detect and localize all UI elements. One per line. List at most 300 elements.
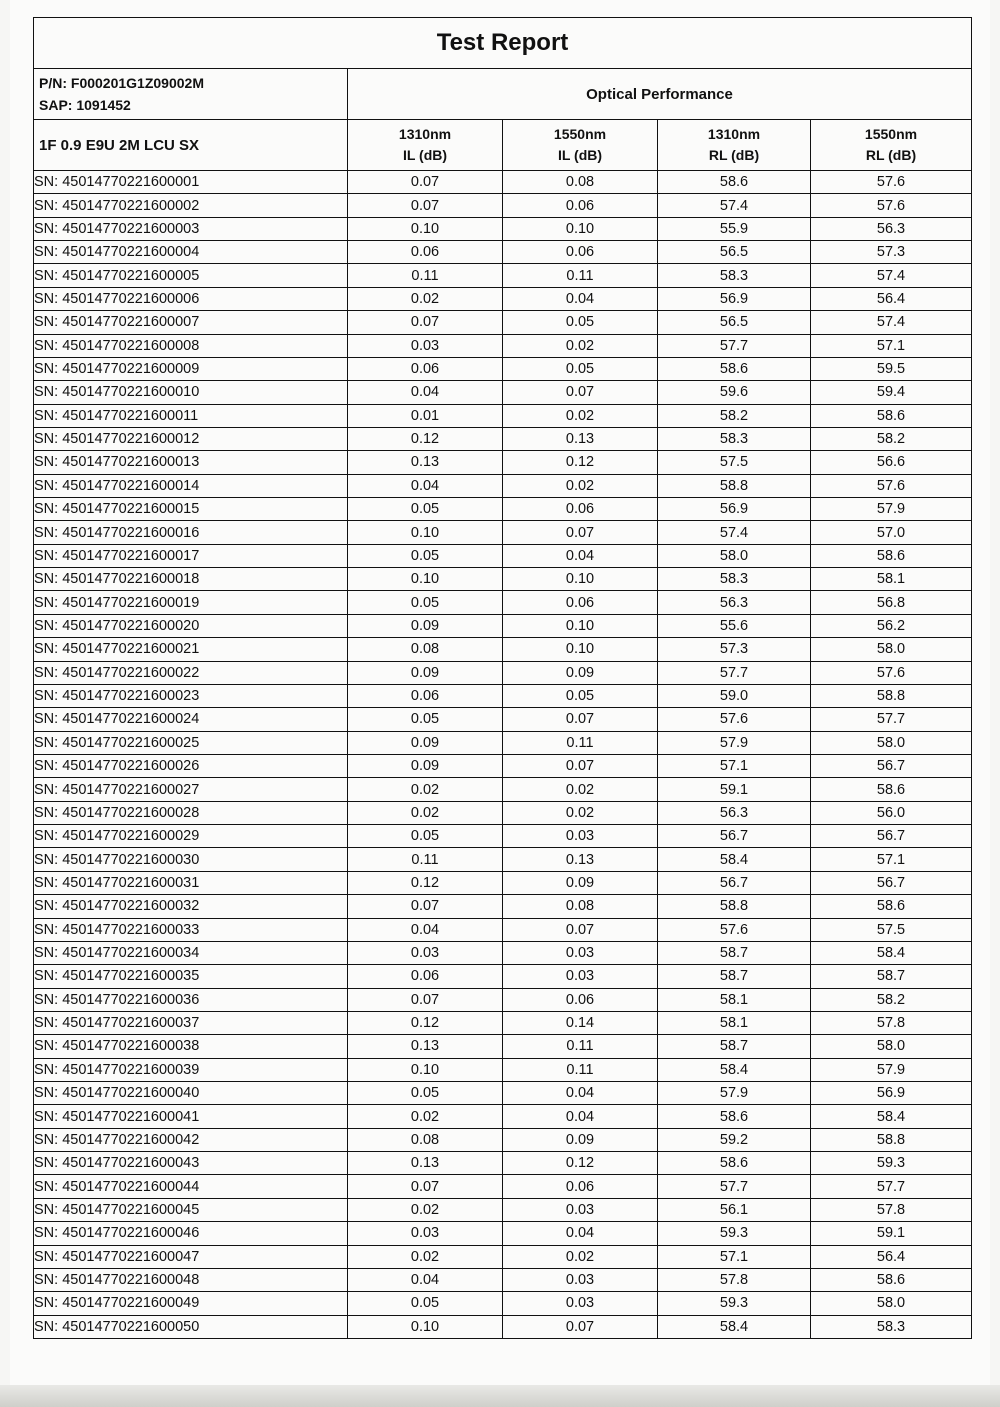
col-header-il-1550: 1550nm IL (dB) [503,120,658,171]
value-cell-il1310: 0.09 [348,754,503,777]
value-cell-il1550: 0.02 [503,801,658,824]
value-cell-rl1310: 57.1 [658,754,811,777]
value-cell-il1310: 0.09 [348,731,503,754]
value-cell-rl1550: 56.7 [811,754,972,777]
table-row [34,381,972,404]
value-cell-il1310: 0.06 [348,684,503,707]
value-cell-rl1550: 58.2 [811,988,972,1011]
value-cell-rl1550: 56.7 [811,871,972,894]
table-row [34,1152,972,1175]
value-cell-il1310: 0.02 [348,287,503,310]
value-cell-il1310: 0.06 [348,965,503,988]
value-cell-rl1550: 59.3 [811,1152,972,1175]
table-row [34,1035,972,1058]
value-cell-rl1550: 57.8 [811,1011,972,1034]
value-cell-il1550: 0.06 [503,498,658,521]
table-row [34,708,972,731]
value-cell-rl1550: 58.6 [811,544,972,567]
value-cell-il1310: 0.05 [348,544,503,567]
serial-number-cell: SN: 45014770221600009 [34,357,348,380]
serial-number-cell: SN: 45014770221600044 [34,1175,348,1198]
value-cell-rl1550: 58.6 [811,404,972,427]
value-cell-il1550: 0.07 [503,918,658,941]
value-cell-rl1550: 56.9 [811,1082,972,1105]
serial-number-cell: SN: 45014770221600003 [34,217,348,240]
value-cell-il1310: 0.10 [348,568,503,591]
value-cell-rl1310: 57.9 [658,1082,811,1105]
value-cell-rl1550: 58.1 [811,568,972,591]
table-row [34,1128,972,1151]
table-row [34,1222,972,1245]
value-cell-rl1310: 58.1 [658,1011,811,1034]
table-row [34,1105,972,1128]
table-row [34,918,972,941]
value-cell-rl1550: 57.6 [811,661,972,684]
value-cell-rl1550: 58.0 [811,731,972,754]
value-cell-il1550: 0.10 [503,614,658,637]
serial-number-cell: SN: 45014770221600027 [34,778,348,801]
serial-number-cell: SN: 45014770221600049 [34,1292,348,1315]
serial-number-cell: SN: 45014770221600030 [34,848,348,871]
table-row [34,895,972,918]
value-cell-il1550: 0.04 [503,544,658,567]
value-cell-rl1310: 59.2 [658,1128,811,1151]
value-cell-rl1310: 58.6 [658,171,811,194]
table-row [34,171,972,194]
value-cell-il1550: 0.02 [503,1245,658,1268]
table-row [34,1315,972,1338]
value-cell-il1310: 0.02 [348,801,503,824]
table-row [34,311,972,334]
table-row [34,241,972,264]
value-cell-rl1310: 58.8 [658,895,811,918]
table-row [34,1245,972,1268]
value-cell-il1550: 0.14 [503,1011,658,1034]
value-cell-il1550: 0.05 [503,684,658,707]
value-cell-rl1550: 59.1 [811,1222,972,1245]
value-cell-rl1550: 58.0 [811,1292,972,1315]
value-cell-rl1310: 59.0 [658,684,811,707]
value-cell-rl1310: 55.9 [658,217,811,240]
value-cell-il1550: 0.13 [503,427,658,450]
value-cell-rl1310: 57.8 [658,1268,811,1291]
serial-number-cell: SN: 45014770221600045 [34,1198,348,1221]
serial-number-cell: SN: 45014770221600002 [34,194,348,217]
value-cell-il1550: 0.11 [503,731,658,754]
table-row [34,1058,972,1081]
serial-number-cell: SN: 45014770221600037 [34,1011,348,1034]
table-row [34,194,972,217]
value-cell-il1310: 0.13 [348,1152,503,1175]
table-row [34,638,972,661]
value-cell-rl1550: 58.6 [811,778,972,801]
value-cell-rl1550: 56.7 [811,825,972,848]
serial-number-cell: SN: 45014770221600035 [34,965,348,988]
value-cell-rl1310: 58.6 [658,1105,811,1128]
serial-number-cell: SN: 45014770221600025 [34,731,348,754]
value-cell-rl1310: 58.4 [658,1315,811,1338]
value-cell-il1310: 0.06 [348,241,503,264]
value-cell-rl1550: 57.4 [811,311,972,334]
value-cell-rl1310: 56.3 [658,591,811,614]
value-cell-il1550: 0.05 [503,311,658,334]
table-row [34,988,972,1011]
value-cell-il1550: 0.07 [503,521,658,544]
table-row [34,334,972,357]
value-cell-rl1310: 56.3 [658,801,811,824]
table-row [34,848,972,871]
value-cell-il1550: 0.10 [503,638,658,661]
serial-number-cell: SN: 45014770221600046 [34,1222,348,1245]
value-cell-rl1310: 57.4 [658,194,811,217]
value-cell-rl1310: 57.4 [658,521,811,544]
value-cell-il1550: 0.02 [503,334,658,357]
value-cell-rl1550: 57.0 [811,521,972,544]
table-row [34,778,972,801]
serial-number-cell: SN: 45014770221600010 [34,381,348,404]
serial-number-cell: SN: 45014770221600048 [34,1268,348,1291]
value-cell-il1550: 0.03 [503,1198,658,1221]
value-cell-il1310: 0.10 [348,217,503,240]
col-header-rl-1310: 1310nm RL (dB) [658,120,811,171]
value-cell-rl1310: 58.2 [658,404,811,427]
table-row [34,1082,972,1105]
value-cell-rl1310: 59.3 [658,1222,811,1245]
value-cell-il1310: 0.13 [348,1035,503,1058]
value-cell-il1550: 0.10 [503,217,658,240]
value-cell-rl1310: 56.7 [658,825,811,848]
value-cell-il1310: 0.07 [348,1175,503,1198]
value-cell-rl1550: 59.4 [811,381,972,404]
value-cell-rl1310: 59.3 [658,1292,811,1315]
table-row [34,1011,972,1034]
serial-number-cell: SN: 45014770221600014 [34,474,348,497]
value-cell-il1550: 0.09 [503,661,658,684]
value-cell-il1550: 0.11 [503,1058,658,1081]
serial-number-cell: SN: 45014770221600043 [34,1152,348,1175]
value-cell-il1550: 0.11 [503,264,658,287]
serial-number-cell: SN: 45014770221600005 [34,264,348,287]
value-cell-rl1550: 57.9 [811,1058,972,1081]
table-row [34,1292,972,1315]
serial-number-cell: SN: 45014770221600008 [34,334,348,357]
value-cell-il1310: 0.05 [348,1292,503,1315]
value-cell-rl1310: 58.7 [658,965,811,988]
serial-number-cell: SN: 45014770221600021 [34,638,348,661]
serial-number-cell: SN: 45014770221600034 [34,941,348,964]
value-cell-rl1310: 58.1 [658,988,811,1011]
value-cell-il1310: 0.11 [348,264,503,287]
table-row [34,474,972,497]
column-header-row [34,120,972,171]
value-cell-il1310: 0.03 [348,941,503,964]
table-row [34,754,972,777]
value-cell-il1310: 0.09 [348,614,503,637]
product-name: 1F 0.9 E9U 2M LCU SX [34,120,348,171]
serial-number-cell: SN: 45014770221600022 [34,661,348,684]
value-cell-rl1550: 57.3 [811,241,972,264]
value-cell-rl1550: 57.1 [811,848,972,871]
value-cell-rl1550: 57.4 [811,264,972,287]
value-cell-rl1310: 58.6 [658,357,811,380]
serial-number-cell: SN: 45014770221600033 [34,918,348,941]
value-cell-rl1550: 57.7 [811,1175,972,1198]
table-row [34,661,972,684]
value-cell-il1310: 0.10 [348,521,503,544]
title-row [34,18,972,69]
value-cell-il1550: 0.04 [503,287,658,310]
table-row [34,871,972,894]
value-cell-rl1550: 57.6 [811,474,972,497]
serial-number-cell: SN: 45014770221600029 [34,825,348,848]
value-cell-rl1550: 57.6 [811,194,972,217]
value-cell-rl1310: 58.3 [658,264,811,287]
value-cell-rl1550: 58.7 [811,965,972,988]
value-cell-il1550: 0.07 [503,381,658,404]
value-cell-il1550: 0.06 [503,988,658,1011]
value-cell-il1310: 0.03 [348,1222,503,1245]
table-row [34,544,972,567]
serial-number-cell: SN: 45014770221600042 [34,1128,348,1151]
value-cell-rl1310: 57.5 [658,451,811,474]
value-cell-rl1550: 57.8 [811,1198,972,1221]
value-cell-rl1550: 58.0 [811,1035,972,1058]
value-cell-rl1550: 58.6 [811,1268,972,1291]
value-cell-il1310: 0.05 [348,498,503,521]
value-cell-rl1310: 58.7 [658,941,811,964]
value-cell-il1550: 0.03 [503,1268,658,1291]
serial-number-cell: SN: 45014770221600026 [34,754,348,777]
value-cell-il1310: 0.02 [348,1198,503,1221]
value-cell-rl1550: 58.3 [811,1315,972,1338]
table-row [34,1175,972,1198]
page-bottom-edge [0,1385,1000,1407]
value-cell-rl1310: 55.6 [658,614,811,637]
value-cell-rl1550: 58.4 [811,941,972,964]
value-cell-il1310: 0.02 [348,778,503,801]
value-cell-rl1550: 56.6 [811,451,972,474]
value-cell-il1310: 0.10 [348,1058,503,1081]
value-cell-il1550: 0.05 [503,357,658,380]
value-cell-il1310: 0.01 [348,404,503,427]
table-row [34,965,972,988]
value-cell-il1310: 0.04 [348,918,503,941]
serial-number-cell: SN: 45014770221600028 [34,801,348,824]
value-cell-il1550: 0.13 [503,848,658,871]
table-row [34,287,972,310]
value-cell-rl1550: 56.4 [811,1245,972,1268]
value-cell-il1310: 0.06 [348,357,503,380]
serial-number-cell: SN: 45014770221600031 [34,871,348,894]
value-cell-il1310: 0.12 [348,427,503,450]
value-cell-rl1310: 58.3 [658,568,811,591]
value-cell-il1310: 0.11 [348,848,503,871]
meta-cell [34,69,348,120]
sap-number: SAP: 1091452 [39,97,131,113]
serial-number-cell: SN: 45014770221600036 [34,988,348,1011]
serial-number-cell: SN: 45014770221600011 [34,404,348,427]
value-cell-rl1550: 56.4 [811,287,972,310]
table-row [34,1268,972,1291]
value-cell-rl1310: 56.5 [658,311,811,334]
value-cell-il1310: 0.04 [348,381,503,404]
table-row [34,731,972,754]
value-cell-rl1550: 58.8 [811,684,972,707]
value-cell-rl1310: 58.0 [658,544,811,567]
col-header-il-1310: 1310nm IL (dB) [348,120,503,171]
value-cell-il1550: 0.03 [503,1292,658,1315]
table-row [34,801,972,824]
value-cell-rl1310: 57.7 [658,334,811,357]
optical-performance-header: Optical Performance [348,69,972,120]
value-cell-il1310: 0.05 [348,708,503,731]
value-cell-rl1310: 57.7 [658,661,811,684]
value-cell-il1310: 0.04 [348,474,503,497]
value-cell-rl1550: 57.7 [811,708,972,731]
value-cell-rl1550: 57.6 [811,171,972,194]
value-cell-rl1310: 58.6 [658,1152,811,1175]
value-cell-rl1310: 57.9 [658,731,811,754]
value-cell-il1550: 0.02 [503,474,658,497]
value-cell-il1550: 0.07 [503,1315,658,1338]
serial-number-cell: SN: 45014770221600012 [34,427,348,450]
value-cell-rl1550: 57.1 [811,334,972,357]
value-cell-il1310: 0.08 [348,638,503,661]
value-cell-il1310: 0.09 [348,661,503,684]
value-cell-il1550: 0.10 [503,568,658,591]
col-header-rl-1550: 1550nm RL (dB) [811,120,972,171]
value-cell-il1310: 0.07 [348,194,503,217]
table-row [34,217,972,240]
serial-number-cell: SN: 45014770221600039 [34,1058,348,1081]
table-row [34,404,972,427]
value-cell-il1550: 0.03 [503,941,658,964]
value-cell-rl1550: 56.3 [811,217,972,240]
value-cell-il1550: 0.12 [503,451,658,474]
value-cell-il1310: 0.02 [348,1245,503,1268]
value-cell-rl1310: 58.3 [658,427,811,450]
value-cell-rl1550: 58.0 [811,638,972,661]
table-row [34,264,972,287]
value-cell-il1310: 0.07 [348,988,503,1011]
serial-number-cell: SN: 45014770221600020 [34,614,348,637]
value-cell-il1310: 0.10 [348,1315,503,1338]
value-cell-rl1550: 58.2 [811,427,972,450]
value-cell-il1550: 0.11 [503,1035,658,1058]
serial-number-cell: SN: 45014770221600001 [34,171,348,194]
value-cell-rl1310: 58.7 [658,1035,811,1058]
value-cell-rl1310: 57.6 [658,708,811,731]
value-cell-il1310: 0.03 [348,334,503,357]
serial-number-cell: SN: 45014770221600040 [34,1082,348,1105]
value-cell-il1550: 0.04 [503,1222,658,1245]
value-cell-il1550: 0.08 [503,171,658,194]
table-row [34,941,972,964]
serial-number-cell: SN: 45014770221600007 [34,311,348,334]
table-row [34,498,972,521]
value-cell-il1550: 0.09 [503,1128,658,1151]
serial-number-cell: SN: 45014770221600023 [34,684,348,707]
serial-number-cell: SN: 45014770221600018 [34,568,348,591]
serial-number-cell: SN: 45014770221600038 [34,1035,348,1058]
value-cell-il1550: 0.09 [503,871,658,894]
value-cell-il1550: 0.06 [503,591,658,614]
value-cell-il1550: 0.04 [503,1105,658,1128]
value-cell-il1310: 0.05 [348,591,503,614]
table-row [34,614,972,637]
serial-number-cell: SN: 45014770221600017 [34,544,348,567]
serial-number-cell: SN: 45014770221600041 [34,1105,348,1128]
value-cell-il1310: 0.05 [348,1082,503,1105]
value-cell-rl1310: 56.7 [658,871,811,894]
serial-number-cell: SN: 45014770221600016 [34,521,348,544]
value-cell-rl1310: 56.1 [658,1198,811,1221]
table-row [34,427,972,450]
value-cell-il1310: 0.07 [348,171,503,194]
value-cell-rl1310: 57.1 [658,1245,811,1268]
value-cell-il1310: 0.05 [348,825,503,848]
table-row [34,591,972,614]
value-cell-il1310: 0.12 [348,871,503,894]
value-cell-rl1310: 56.9 [658,287,811,310]
table-row [34,451,972,474]
value-cell-rl1550: 58.8 [811,1128,972,1151]
test-report-table [33,17,972,1339]
table-row [34,357,972,380]
value-cell-rl1310: 58.8 [658,474,811,497]
report-title: Test Report [34,18,972,69]
value-cell-rl1310: 56.9 [658,498,811,521]
value-cell-rl1310: 56.5 [658,241,811,264]
table-row [34,1198,972,1221]
value-cell-il1550: 0.02 [503,404,658,427]
value-cell-rl1310: 57.6 [658,918,811,941]
table-row [34,521,972,544]
serial-number-cell: SN: 45014770221600013 [34,451,348,474]
value-cell-rl1550: 56.0 [811,801,972,824]
value-cell-il1550: 0.07 [503,754,658,777]
value-cell-il1310: 0.12 [348,1011,503,1034]
value-cell-il1310: 0.07 [348,311,503,334]
value-cell-rl1550: 58.4 [811,1105,972,1128]
serial-number-cell: SN: 45014770221600050 [34,1315,348,1338]
value-cell-rl1550: 58.6 [811,895,972,918]
value-cell-il1550: 0.08 [503,895,658,918]
table-row [34,684,972,707]
value-cell-rl1550: 59.5 [811,357,972,380]
value-cell-rl1550: 57.5 [811,918,972,941]
value-cell-rl1310: 58.4 [658,1058,811,1081]
value-cell-il1310: 0.07 [348,895,503,918]
value-cell-il1310: 0.13 [348,451,503,474]
value-cell-rl1310: 59.6 [658,381,811,404]
value-cell-rl1310: 58.4 [658,848,811,871]
value-cell-il1550: 0.03 [503,825,658,848]
serial-number-cell: SN: 45014770221600015 [34,498,348,521]
serial-number-cell: SN: 45014770221600006 [34,287,348,310]
value-cell-il1550: 0.06 [503,194,658,217]
value-cell-il1550: 0.06 [503,1175,658,1198]
value-cell-il1550: 0.06 [503,241,658,264]
serial-number-cell: SN: 45014770221600032 [34,895,348,918]
part-number: P/N: F000201G1Z09002M [39,75,204,91]
meta-row [34,69,972,120]
value-cell-rl1550: 57.9 [811,498,972,521]
value-cell-il1550: 0.02 [503,778,658,801]
serial-number-cell: SN: 45014770221600047 [34,1245,348,1268]
value-cell-il1310: 0.04 [348,1268,503,1291]
table-row [34,568,972,591]
